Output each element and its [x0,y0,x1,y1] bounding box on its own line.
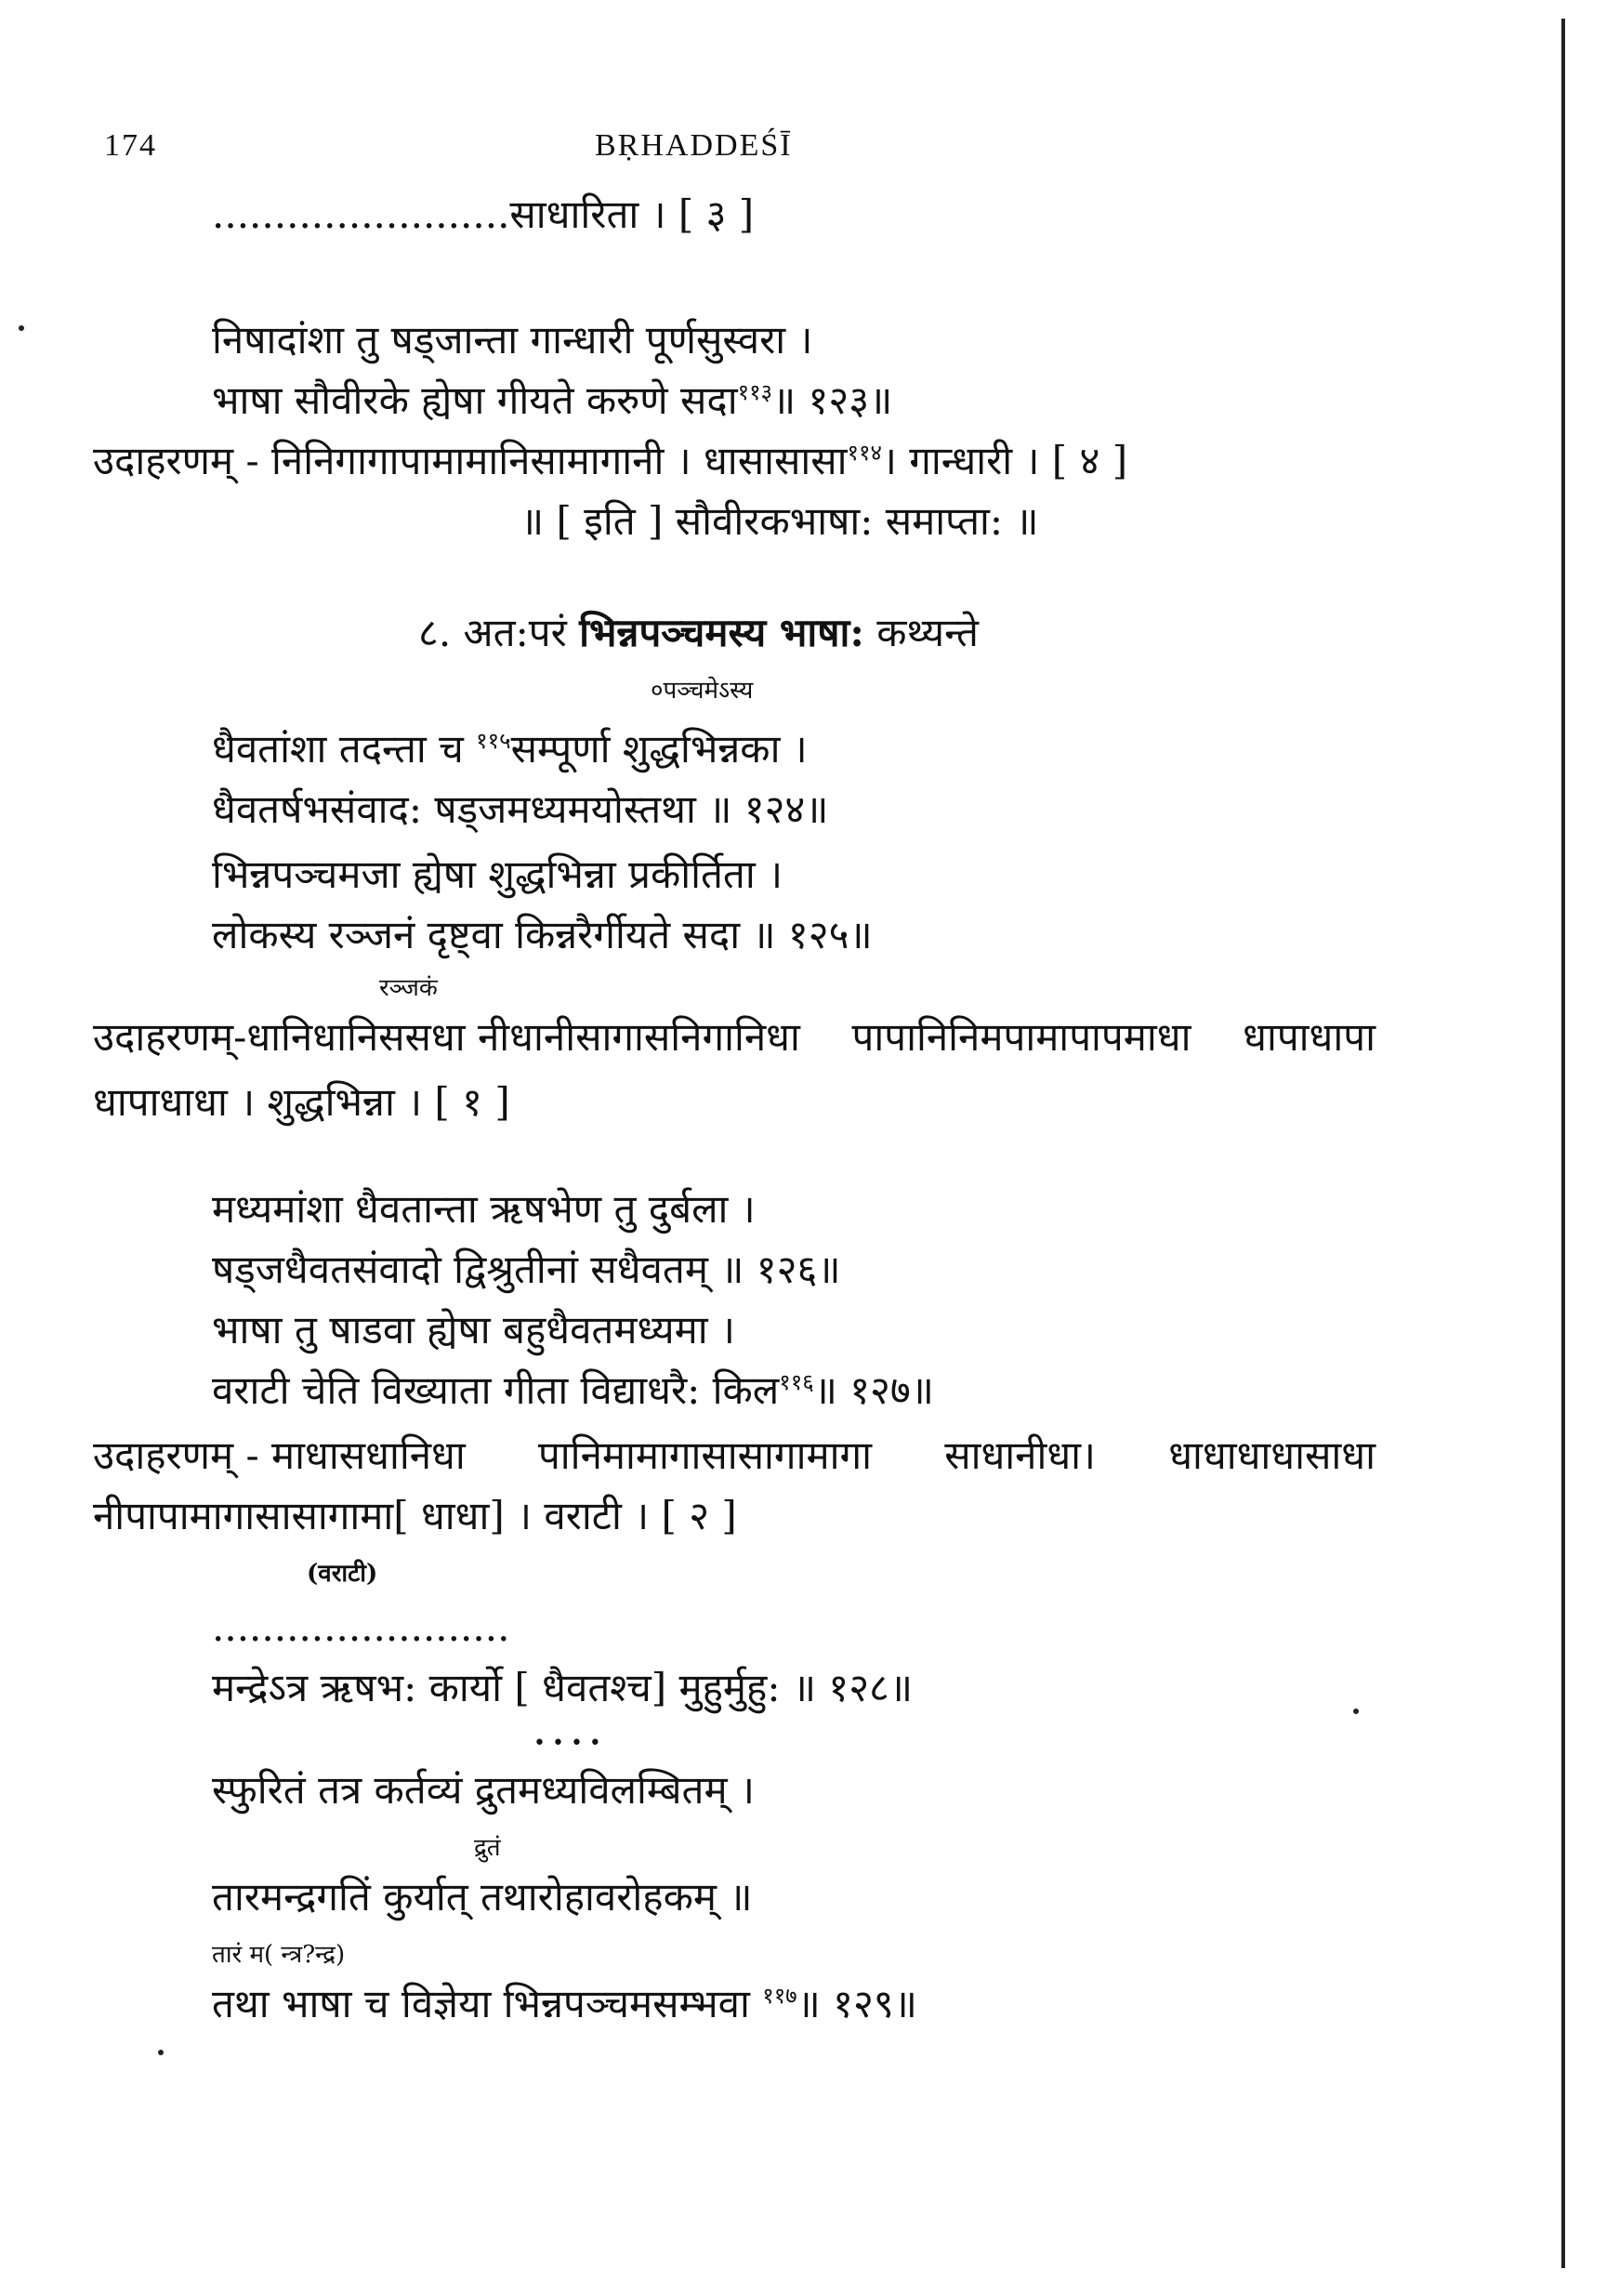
verse-line: स्फुरितं तत्र कर्तव्यं द्रुतमध्यविलम्बितम् । [212,1767,755,1813]
heading-prefix: ८. अत:परं [418,610,580,655]
variant-marks: • • • • [533,1732,601,1755]
verse-line [212,1981,917,2026]
example-line [93,1432,1376,1478]
verse-line: भाषा तु षाडवा ह्येषा बहुधैवतमध्यमा । [212,1307,735,1353]
example-line: धापाधाधा । शुद्धभिन्ना । [ १ ] [93,1079,510,1125]
example-line [93,438,1128,483]
footnote-marker: ११४ [847,440,882,466]
verse-text: वराटी चेति विख्याता गीता विद्याधरै: किल [212,1367,780,1413]
example-segment: उदाहरणम् - माधासधानिधा [93,1432,466,1478]
verse-text: धैवतांशा तदन्ता च [212,726,477,772]
example-label: । गान्धारी । [ ४ ] [881,438,1128,483]
footnote-marker: ११५ [476,728,511,754]
example-segment: पापानिनिमपामापापमाधा [851,1014,1191,1060]
example-segment: पानिमामागासासागामागा [537,1432,872,1478]
verse-line: निषादांशा तु षड्जान्ता गान्धारी पूर्णसुस्वरा । [212,317,813,363]
page-number: 174 [104,128,157,163]
footnote-marker: ११६ [779,1369,814,1395]
speck [158,2050,164,2055]
page-edge-line [1561,19,1565,2268]
example-line [93,1014,1376,1060]
example-line: नीपापामागासासागामा[ धाधा] । वराटी । [ २ ] [93,1493,737,1538]
verse-line [212,726,808,772]
verse-text: भाषा सौवीरके ह्येषा गीयते करुणे सदा [212,377,738,423]
variant-reading: तारं म( न्त्र?न्द्र) [212,1941,346,1969]
variant-reading: रञ्जकं [379,974,438,1002]
verse-number: ॥ १२९॥ [796,1981,917,2026]
verse-line: मध्यमांशा धैवतान्ता ऋषभेण तु दुर्बला । [212,1186,756,1232]
section-end: ॥ [ इति ] सौवीरकभाषा: समाप्ता: ॥ [520,498,1039,544]
footnote-marker: ११३ [737,379,773,405]
verse-line: मन्द्रेऽत्र ऋषभ: कार्यो [ धैवतश्च] मुहुर्मुहु: ॥ १२८॥ [212,1665,914,1710]
example-text: उदाहरणम् - निनिगागापामामानिसामागानी । धासासासा [93,438,848,483]
lacuna-dots: ........................ [212,1604,510,1650]
variant-reading: ०पञ्चमेऽस्य [651,677,754,705]
verse-line: भिन्नपञ्चमजा ह्येषा शुद्धभिन्ना प्रकीर्तिता । [212,851,783,897]
example-segment: धापाधापा [1243,1014,1376,1060]
section-heading [418,610,979,655]
variant-reading: (वराटी) [307,1560,378,1588]
verse-line: षड्जधैवतसंवादो द्विश्रुतीनां सधैवतम् ॥ १२६॥ [212,1247,841,1292]
example-segment: साधानीधा। [944,1432,1096,1478]
verse-text: तथा भाषा च विज्ञेया भिन्नपञ्चमसम्भवा [212,1981,763,2026]
verse-line: लोकस्य रञ्जनं दृष्ट्वा किन्नरैर्गीयते सदा ॥ १२५॥ [212,912,873,957]
verse-line: ........................साधारिता । [ ३ ] [212,191,755,237]
verse-number: ॥ १२७॥ [813,1367,934,1413]
verse-number: ॥ १२३॥ [772,377,893,423]
speck [1353,1709,1359,1714]
running-title: BṚHADDEŚĪ [595,128,793,163]
heading-bold: भिन्नपञ्चमस्य भाषा: [579,610,864,655]
verse-line [212,377,893,423]
example-segment: धाधाधाधासाधा [1168,1432,1376,1478]
variant-reading: द्रुतं [474,1834,501,1862]
footnote-marker: ११७ [762,1983,797,2009]
heading-suffix: कथ्यन्ते [863,610,979,655]
verse-text: सम्पूर्णा शुद्धभिन्नका । [510,726,808,772]
speck [19,325,24,331]
verse-line [212,1367,934,1413]
verse-line: तारमन्द्रगतिं कुर्यात् तथारोहावरोहकम् ॥ [212,1874,753,1920]
example-segment: उदाहरणम्-धानिधानिससधा नीधानीसागासनिगानिधा [93,1014,800,1060]
verse-line: धैवतर्षभसंवाद: षड्जमध्यमयोस्तथा ॥ १२४॥ [212,786,829,832]
